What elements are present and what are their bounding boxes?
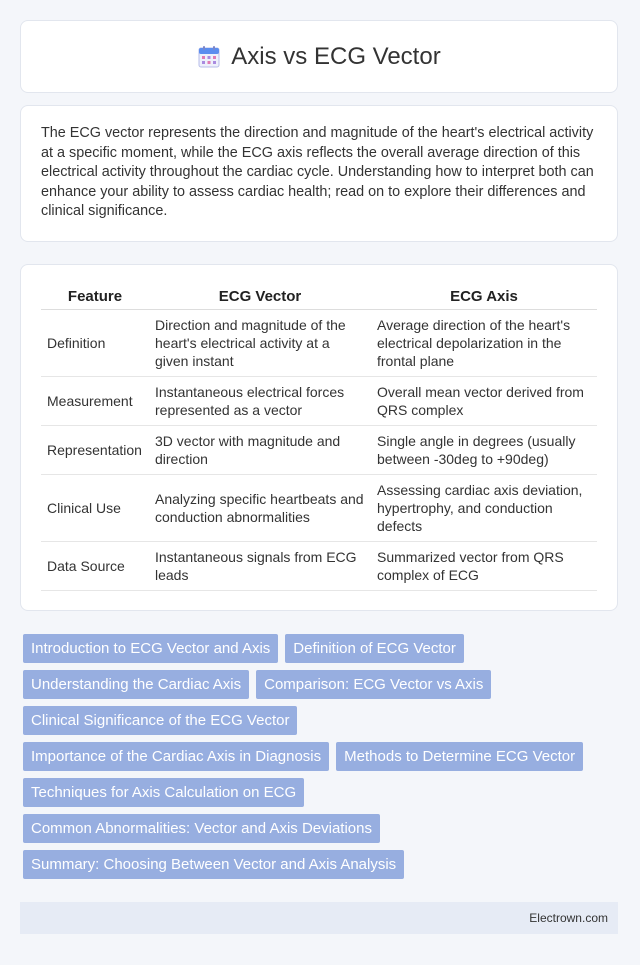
topic-link[interactable]: Clinical Significance of the ECG Vector: [23, 706, 297, 735]
topic-link[interactable]: Common Abnormalities: Vector and Axis Deviations: [23, 814, 380, 843]
table-cell: 3D vector with magnitude and direction: [149, 425, 371, 474]
topic-link[interactable]: Summary: Choosing Between Vector and Axis Analysis: [23, 850, 404, 879]
topic-link[interactable]: Definition of ECG Vector: [285, 634, 464, 663]
calendar-icon: [197, 45, 221, 69]
header-ecg-axis: ECG Axis: [371, 285, 597, 309]
table-cell: Single angle in degrees (usually between -30deg to +90deg): [371, 425, 597, 474]
page-title: Axis vs ECG Vector: [231, 42, 441, 70]
table-row: [41, 425, 597, 474]
topic-link[interactable]: Importance of the Cardiac Axis in Diagnosis: [23, 742, 329, 771]
table-cell: Clinical Use: [41, 474, 149, 541]
table-row: [41, 309, 597, 376]
comparison-table: [41, 285, 597, 591]
table-cell: Overall mean vector derived from QRS complex: [371, 376, 597, 425]
intro-paragraph: The ECG vector represents the direction and magnitude of the heart's electrical activity at a specific moment, while the ECG axis reflects the overall average direction of this electrical activity throughout the cardiac cycle. Understanding how to interpret both can enhance your ability to assess cardiac health; read on to explore their differences and clinical significance.: [41, 125, 594, 220]
topic-link[interactable]: Techniques for Axis Calculation on ECG: [23, 778, 304, 807]
table-cell: Assessing cardiac axis deviation, hypertrophy, and conduction defects: [371, 474, 597, 541]
table-cell: Average direction of the heart's electrical depolarization in the frontal plane: [371, 309, 597, 376]
topic-link[interactable]: Comparison: ECG Vector vs Axis: [256, 670, 491, 699]
comparison-card: [20, 264, 618, 611]
table-header-row: [41, 285, 597, 309]
table-row: [41, 474, 597, 541]
intro-card: [20, 105, 618, 242]
table-cell: Direction and magnitude of the heart's electrical activity at a given instant: [149, 309, 371, 376]
table-cell: Data Source: [41, 541, 149, 590]
topic-links: [20, 634, 630, 886]
footer: [20, 902, 618, 934]
table-cell: Definition: [41, 309, 149, 376]
header-feature: Feature: [41, 285, 149, 309]
table-cell: Summarized vector from QRS complex of ECG: [371, 541, 597, 590]
table-cell: Instantaneous signals from ECG leads: [149, 541, 371, 590]
topic-link[interactable]: Introduction to ECG Vector and Axis: [23, 634, 278, 663]
table-row: [41, 541, 597, 590]
footer-brand[interactable]: Electrown.com: [529, 911, 608, 925]
table-cell: Representation: [41, 425, 149, 474]
topic-link[interactable]: Methods to Determine ECG Vector: [336, 742, 583, 771]
table-cell: Instantaneous electrical forces represented as a vector: [149, 376, 371, 425]
header-ecg-vector: ECG Vector: [149, 285, 371, 309]
table-row: [41, 376, 597, 425]
title-card: [20, 20, 618, 93]
topic-link[interactable]: Understanding the Cardiac Axis: [23, 670, 249, 699]
table-cell: Analyzing specific heartbeats and conduction abnormalities: [149, 474, 371, 541]
table-cell: Measurement: [41, 376, 149, 425]
